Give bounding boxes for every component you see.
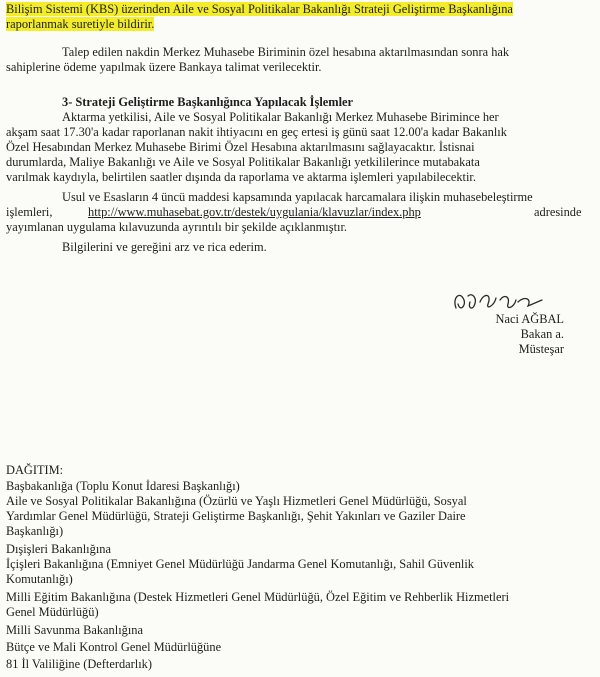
paragraph-3-line-3: Özel Hesabından Merkez Muhasebe Birimi Özel Hesabına aktarılmasını sağlayacaktır. İstisnai <box>6 140 475 154</box>
distribution-line: Milli Savunma Bakanlığına <box>6 623 143 637</box>
paragraph-3-line-1: Aktarma yetkilisi, Aile ve Sosyal Politikalar Bakanlığı Merkez Muhasebe Birimince her <box>62 110 499 124</box>
paragraph-4-line-2-start: işlemleri, <box>6 205 53 219</box>
distribution-line: 81 İl Valiliğine (Defterdarlık) <box>6 657 153 671</box>
closing-line: Bilgilerini ve gereğini arz ve rica ederim. <box>62 240 267 254</box>
highlighted-text: Bilişim Sistemi (KBS) üzerinden Aile ve Sosyal Politikalar Bakanlığı Strateji Geliştirme Başkanlığına <box>6 2 513 16</box>
paragraph-3-line-4: durumlarda, Maliye Bakanlığı ve Aile ve Sosyal Politikalar Bakanlığı yetkililerince mutabakata <box>6 155 480 169</box>
distribution-line: Dışişleri Bakanlığına <box>6 542 111 556</box>
signer-title-1: Bakan a. <box>520 327 564 341</box>
distribution-heading: DAĞITIM: <box>6 463 64 477</box>
distribution-line: Bütçe ve Mali Kontrol Genel Müdürlüğüne <box>6 640 222 654</box>
paragraph-4-line-3: yayımlanan uygulama kılavuzunda ayrıntılı bir şekilde açıklanmıştır. <box>6 220 347 234</box>
paragraph-1-line-1 <box>6 2 513 17</box>
paragraph-1-line-2 <box>6 17 154 32</box>
signer-name: Naci AĞBAL <box>495 312 564 326</box>
signer-title-2: Müsteşar <box>518 342 564 356</box>
distribution-line: Başbakanlığa (Toplu Konut İdaresi Başkanlığı) <box>6 479 240 493</box>
distribution-line: Komutanlığı) <box>6 572 73 586</box>
distribution-line: İçişleri Bakanlığına (Emniyet Genel Müdürlüğü Jandarma Genel Komutanlığı, Sahil Güvenlik <box>6 557 474 571</box>
muhasebat-link[interactable]: http://www.muhasebat.gov.tr/destek/uygulania/klavuzlar/index.php <box>88 205 421 219</box>
distribution-line: Başkanlığı) <box>6 524 64 538</box>
paragraph-2-line-1: Talep edilen nakdin Merkez Muhasebe Biriminin özel hesabına aktarılmasından sonra hak <box>62 45 510 59</box>
paragraph-3-line-2: akşam saat 17.30'a kadar raporlanan nakit ihtiyacını en geç ertesi iş günü saat 12.00'a kadar Bakanlık <box>6 125 507 139</box>
distribution-line: Milli Eğitim Bakanlığına (Destek Hizmetleri Genel Müdürlüğü, Özel Eğitim ve Rehberlik Hizmetleri <box>6 590 510 604</box>
paragraph-2-line-2: sahiplerine ödeme yapılmak üzere Bankaya talimat verilecektir. <box>6 60 322 74</box>
distribution-line: Aile ve Sosyal Politikalar Bakanlığına (Özürlü ve Yaşlı Hizmetleri Genel Müdürlüğü, Sosyal <box>6 494 467 508</box>
paragraph-4-line-2-end: adresinde <box>534 205 582 219</box>
highlighted-text: raporlanmak suretiyle bildirir. <box>6 17 155 31</box>
section-heading: 3- Strateji Geliştirme Başkanlığınca Yapılacak İşlemler <box>62 95 354 109</box>
paragraph-4-line-1: Usul ve Esasların 4 üncü maddesi kapsamında yapılacak harcamalara ilişkin muhasebeleştirme <box>62 190 533 204</box>
distribution-line: Genel Müdürlüğü) <box>6 605 99 619</box>
paragraph-3-line-5: varılmak kaydıyla, belirtilen saatler dışında da raporlama ve aktarma işlemleri yapılabilecektir. <box>6 170 476 184</box>
distribution-line: Yardımlar Genel Müdürlüğü, Strateji Geliştirme Başkanlığı, Şehit Yakınları ve Gaziler Daire <box>6 509 466 523</box>
